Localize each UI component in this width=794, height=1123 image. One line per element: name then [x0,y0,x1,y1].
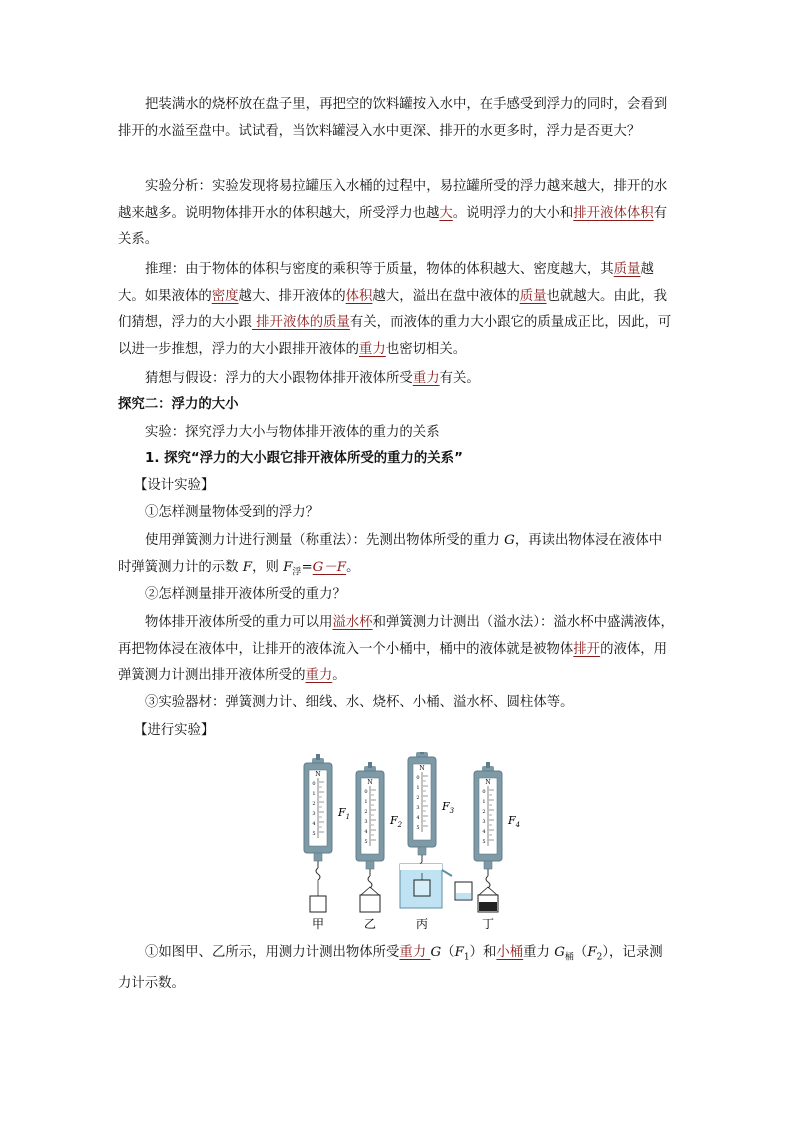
answer-blank: 排开 [573,641,601,657]
tick-label: 5 [416,825,420,831]
tick-label: 5 [482,839,486,845]
text: 有关系。 [118,205,668,247]
subscript: 桶 [564,952,574,963]
tick-label: 5 [312,831,316,837]
tick-label: 2 [416,795,420,801]
text: 实验分析：实验发现将易拉罐压入水桶的过程中，易拉罐所受的浮力越来越大，排开的水越来越多。说明物体排开水的体积越大，所受浮力也越 [118,179,668,221]
question-3: ③实验器材：弹簧测力计、细线、水、烧杯、小桶、溢水杯、圆柱体等。 [145,695,574,710]
answer-blank: 小桶 [496,945,524,960]
answer-blank: 排开液体体积 [573,205,654,221]
tick-label: 3 [364,819,368,825]
do-label: 【进行实验】 [134,723,215,738]
symbol: G [430,945,442,960]
force-label: $F_3$ [442,800,455,815]
tick-label: 3 [482,819,486,825]
tick-label: 5 [364,839,368,845]
answer-2 [118,610,674,690]
symbol: F [454,945,464,960]
spring-scale-1 [304,754,350,912]
force-label: $F_4$ [508,814,520,829]
text: 重力 [523,945,555,960]
section-heading: 探究二：浮力的大小 [118,397,239,412]
submerged-block [414,880,430,896]
text: ，则 [252,559,284,575]
text: 。 [332,668,346,683]
paragraph-reasoning [118,257,674,363]
tick-label: 3 [312,811,316,817]
figure-label-ding: 丁 [481,917,495,931]
answer-blank: 重力 [359,341,386,357]
answer-blank: G－F [312,559,347,575]
answer-blank: 质量 [613,262,641,277]
symbol: F [587,945,597,960]
text: 猜想与假设：浮力的大小跟物体排开液体所受 [145,371,413,386]
spring-scale-3 [400,752,472,908]
symbol: G [554,945,565,960]
answer-blank: 排开液体的质量 [251,315,350,330]
force-label: $F_1$ [338,806,351,821]
tick-label: 4 [312,821,316,827]
question-1: ①怎样测量物体受到的浮力？ [145,505,320,520]
small-bucket [360,895,380,912]
spring-scale-2 [356,762,403,912]
tick-label: 2 [312,801,316,807]
text: 有关，而液体的重力大小跟它的质量成正比，因此，可以进一步推想，浮力的大小跟排开液体的 [118,315,672,357]
tick-label: 2 [482,809,486,815]
tick-label: 4 [364,829,368,835]
text: ）和 [469,945,497,960]
tick-label: 0 [364,789,368,795]
text: ，再读出物体浸在液体中时弹簧测力计的示数 [118,533,663,575]
paragraph-step-1 [118,940,674,998]
text: （ [441,945,455,960]
text: 越大、排开液体的 [238,288,346,304]
question-2: ②怎样测量排开液体所受的重力？ [145,587,346,602]
tick-label: 4 [482,829,486,835]
tick-label: 1 [312,791,316,797]
paragraph-intro [118,92,674,145]
answer-blank: 大 [439,205,453,221]
text: 和弹簧测力计测出（溢水法）：溢水杯中盛满液体，再把物体浸在液体中，让排开的液体流入一个小桶中，桶中的液体就是被物体 [118,615,674,657]
tick-label: 0 [482,789,486,795]
sub-heading: 1. 探究“浮力的大小跟它排开液体所受的重力的关系” [145,451,463,466]
tick-label: 2 [364,809,368,815]
text: 推理：由于物体的体积与密度的乘积等于质量，物体的体积越大、密度越大，其 [145,262,614,277]
tick-label: 3 [416,805,420,811]
symbol: G [504,533,515,548]
symbol: F [283,559,293,575]
object-block [310,896,326,912]
text: 物体排开液体所受的重力可以用 [145,615,333,630]
scale-letter: N [419,765,425,772]
text: = [301,559,313,575]
text: 有关。 [439,371,480,386]
paragraph-experiment: 实验：探究浮力大小与物体排开液体的重力的关系 [145,425,440,440]
force-label: $F_2$ [390,814,403,829]
subscript: 1 [463,952,470,963]
text: 越大，溢出在盘中液体的 [372,288,520,304]
text: ①如图甲、乙所示，用测力计测出物体所受 [145,945,400,960]
text: 。 [346,559,360,575]
text: ），记录测力计示数。 [118,945,663,992]
tick-label: 1 [364,799,368,805]
text: 的液体，用弹簧测力计测出排开液体所受的 [118,641,668,683]
text: 也密切相关。 [385,341,467,357]
answer-blank: 重力 [399,945,431,960]
subscript: 浮 [292,567,302,578]
scale-letter: N [315,771,321,778]
text: 使用弹簧测力计进行测量（称重法）：先测出物体所受的重力 [145,533,505,548]
tick-label: 0 [416,775,420,781]
answer-blank: 重力 [305,668,333,683]
tick-label: 1 [416,785,420,791]
answer-blank: 密度 [211,288,239,304]
symbol: F [242,559,253,575]
answer-1 [118,528,674,586]
tick-label: 1 [482,799,486,805]
figure-label-yi: 乙 [363,917,377,931]
subscript: 2 [596,952,603,963]
answer-blank: 重力 [412,371,440,386]
answer-blank: 溢水杯 [332,615,373,630]
text: （ [573,945,588,960]
design-label: 【设计实验】 [134,478,215,493]
spring-scale-4 [474,762,520,912]
text: 。说明浮力的大小和 [452,205,574,221]
paragraph-hypothesis [118,366,674,393]
answer-blank: 体积 [345,288,373,304]
paragraph-analysis [118,174,674,254]
scale-letter: N [485,779,491,786]
scale-letter: N [367,779,373,786]
text: 越大。如果液体的 [118,262,654,304]
figure-label-jia: 甲 [311,917,325,931]
text: 也就越大。由此，我们猜想，浮力的大小跟 [118,288,668,330]
text: 把装满水的烧杯放在盘子里，再把空的饮料罐按入水中，在手感受到浮力的同时，会看到排开的水溢至盘中。试试看，当饮料罐浸入水中更深、排开的水更多时，浮力是否更大？ [118,97,668,139]
tick-label: 0 [312,781,316,787]
figure-label-bing: 丙 [415,917,429,931]
tick-label: 4 [416,815,420,821]
answer-blank: 质量 [519,288,547,304]
spring-scale-figure [290,752,520,932]
